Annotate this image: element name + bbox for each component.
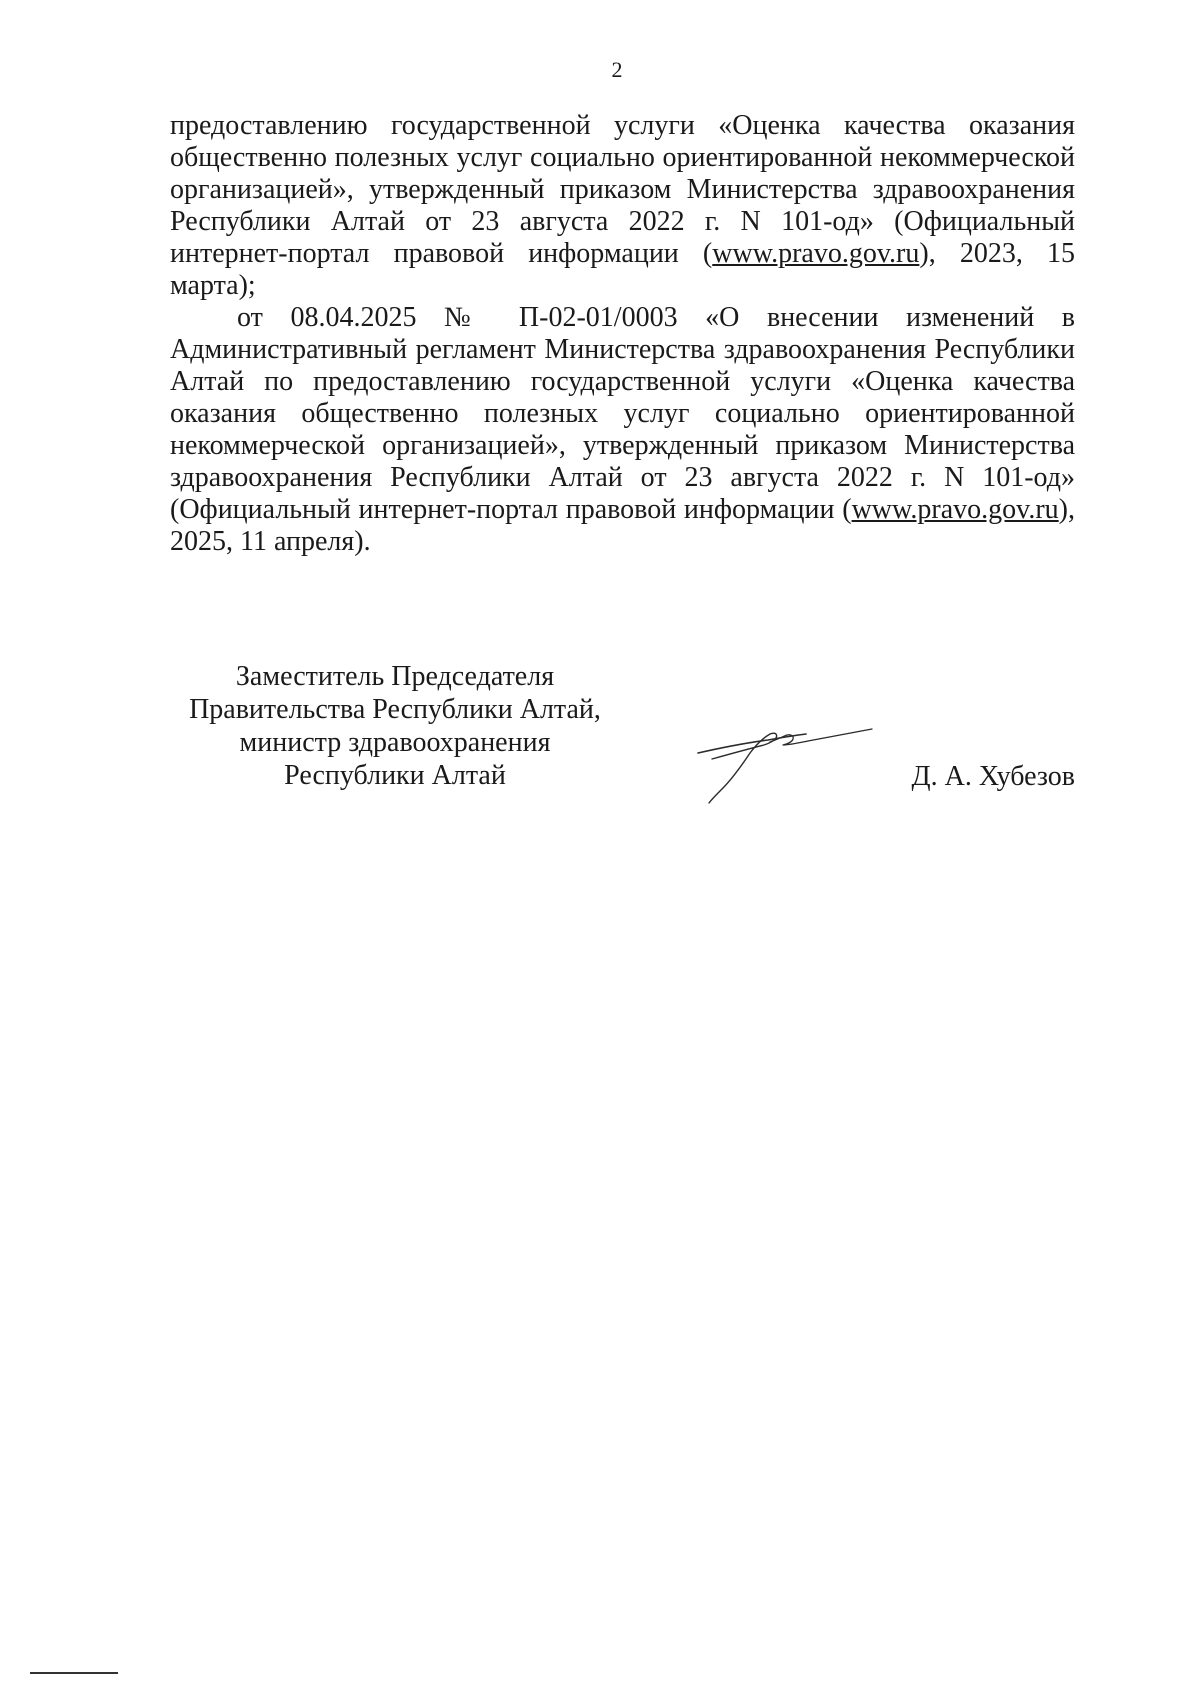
paragraph-previous-act (170, 110, 1075, 302)
signer-position-title (170, 660, 620, 792)
position-line: Правительства Республики Алтай, (189, 694, 601, 725)
pravo-gov-link[interactable]: www.pravo.gov.ru (712, 238, 920, 269)
paragraph-text: ), 2023, 15 марта); (170, 238, 1075, 301)
paragraph-text: предоставлению государственной услуги «Оценка качества оказания общественно полезных услуг социально ориентированной некоммерческой организацией», утвержденный приказом Министерства здравоохранения Республики Алтай от 23 августа 2022 г. N 101-од» (Официальный интернет-портал правовой информации ( (170, 110, 1075, 269)
position-line: Заместитель Председателя (235, 661, 555, 692)
paragraph-text: от 08.04.2025 № П-02-01/0003 «О внесении изменений в Административный регламент Министерства здравоохранения Республики Алтай по предоставлению государственной услуги «Оценка качества оказания общественно полезных услуг социально ориентированной некоммерческой организацией», утвержденный приказом Министерства здравоохранения Республики Алтай от 23 августа 2022 г. N 101-од» (Официальный интернет-портал правовой информации ( (170, 302, 1075, 525)
signer-name: Д. А. Хубезов (911, 761, 1075, 792)
paragraph-amendment-act (170, 302, 1075, 558)
footer-rule (30, 1672, 118, 1674)
document-body (170, 110, 1075, 558)
pravo-gov-link[interactable]: www.pravo.gov.ru (851, 494, 1059, 525)
handwritten-signature (690, 715, 880, 810)
page-number: 2 (611, 57, 623, 82)
position-line: Республики Алтай (284, 760, 506, 791)
position-line: министр здравоохранения (239, 727, 551, 758)
paragraph-text: ), 2025, 11 апреля). (170, 494, 1075, 557)
signature-block (170, 660, 1075, 810)
